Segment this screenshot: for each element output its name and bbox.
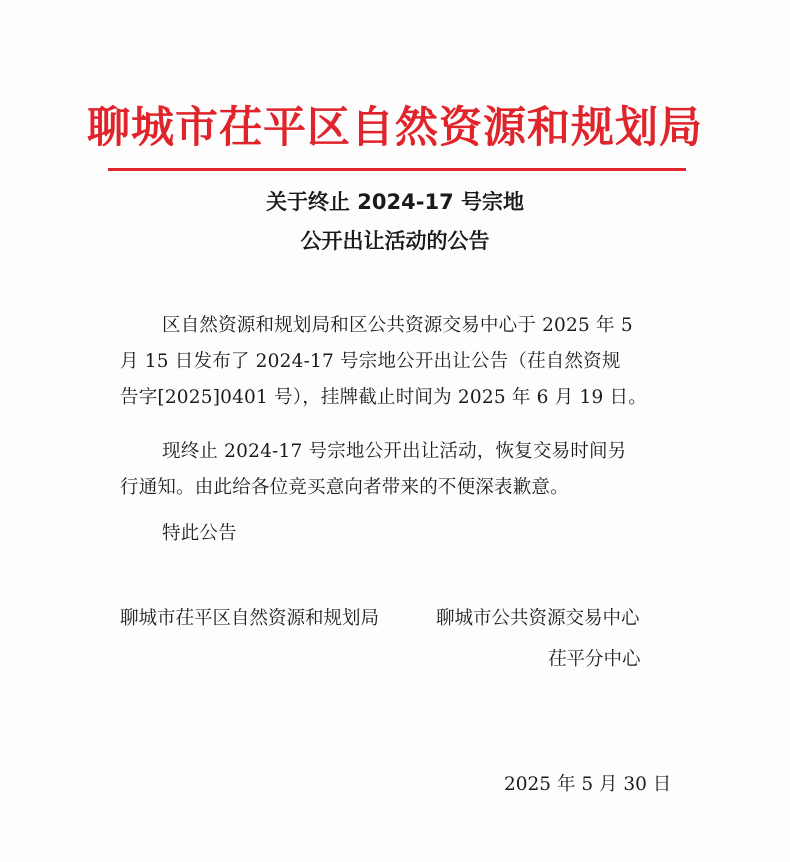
notice-title-line-1: 关于终止 2024-17 号宗地 [265,190,524,214]
paragraph-line: 现终止 2024-17 号宗地公开出让活动，恢复交易时间另 [162,441,627,462]
notice-title-line-2: 公开出让活动的公告 [300,229,490,253]
paragraph-line: 行通知。由此给各位竞买意向者带来的不便深表歉意。 [120,477,569,498]
paragraph-line: 区自然资源和规划局和区公共资源交易中心于 2025 年 5 [162,315,633,336]
red-header-rule [108,168,686,171]
body-paragraph-1 [120,308,680,416]
issue-date: 2025 年 5 月 30 日 [504,774,672,795]
issuing-authority-header: 聊城市茌平区自然资源和规划局 [87,103,703,153]
paragraph-line: 月 15 日发布了 2024-17 号宗地公开出让公告（茌自然资规 [120,351,621,372]
paragraph-line: 告字[2025]0401 号），挂牌截止时间为 2025 年 6 月 19 日。 [120,387,647,408]
signature-issuer-right: 聊城市公共资源交易中心 [436,608,640,629]
signature-issuer-right-sub: 茌平分中心 [548,649,641,670]
body-paragraph-2 [120,434,680,506]
closing-remark [120,516,680,552]
closing-text: 特此公告 [162,523,237,544]
signature-issuer-left: 聊城市茌平区自然资源和规划局 [120,608,380,629]
